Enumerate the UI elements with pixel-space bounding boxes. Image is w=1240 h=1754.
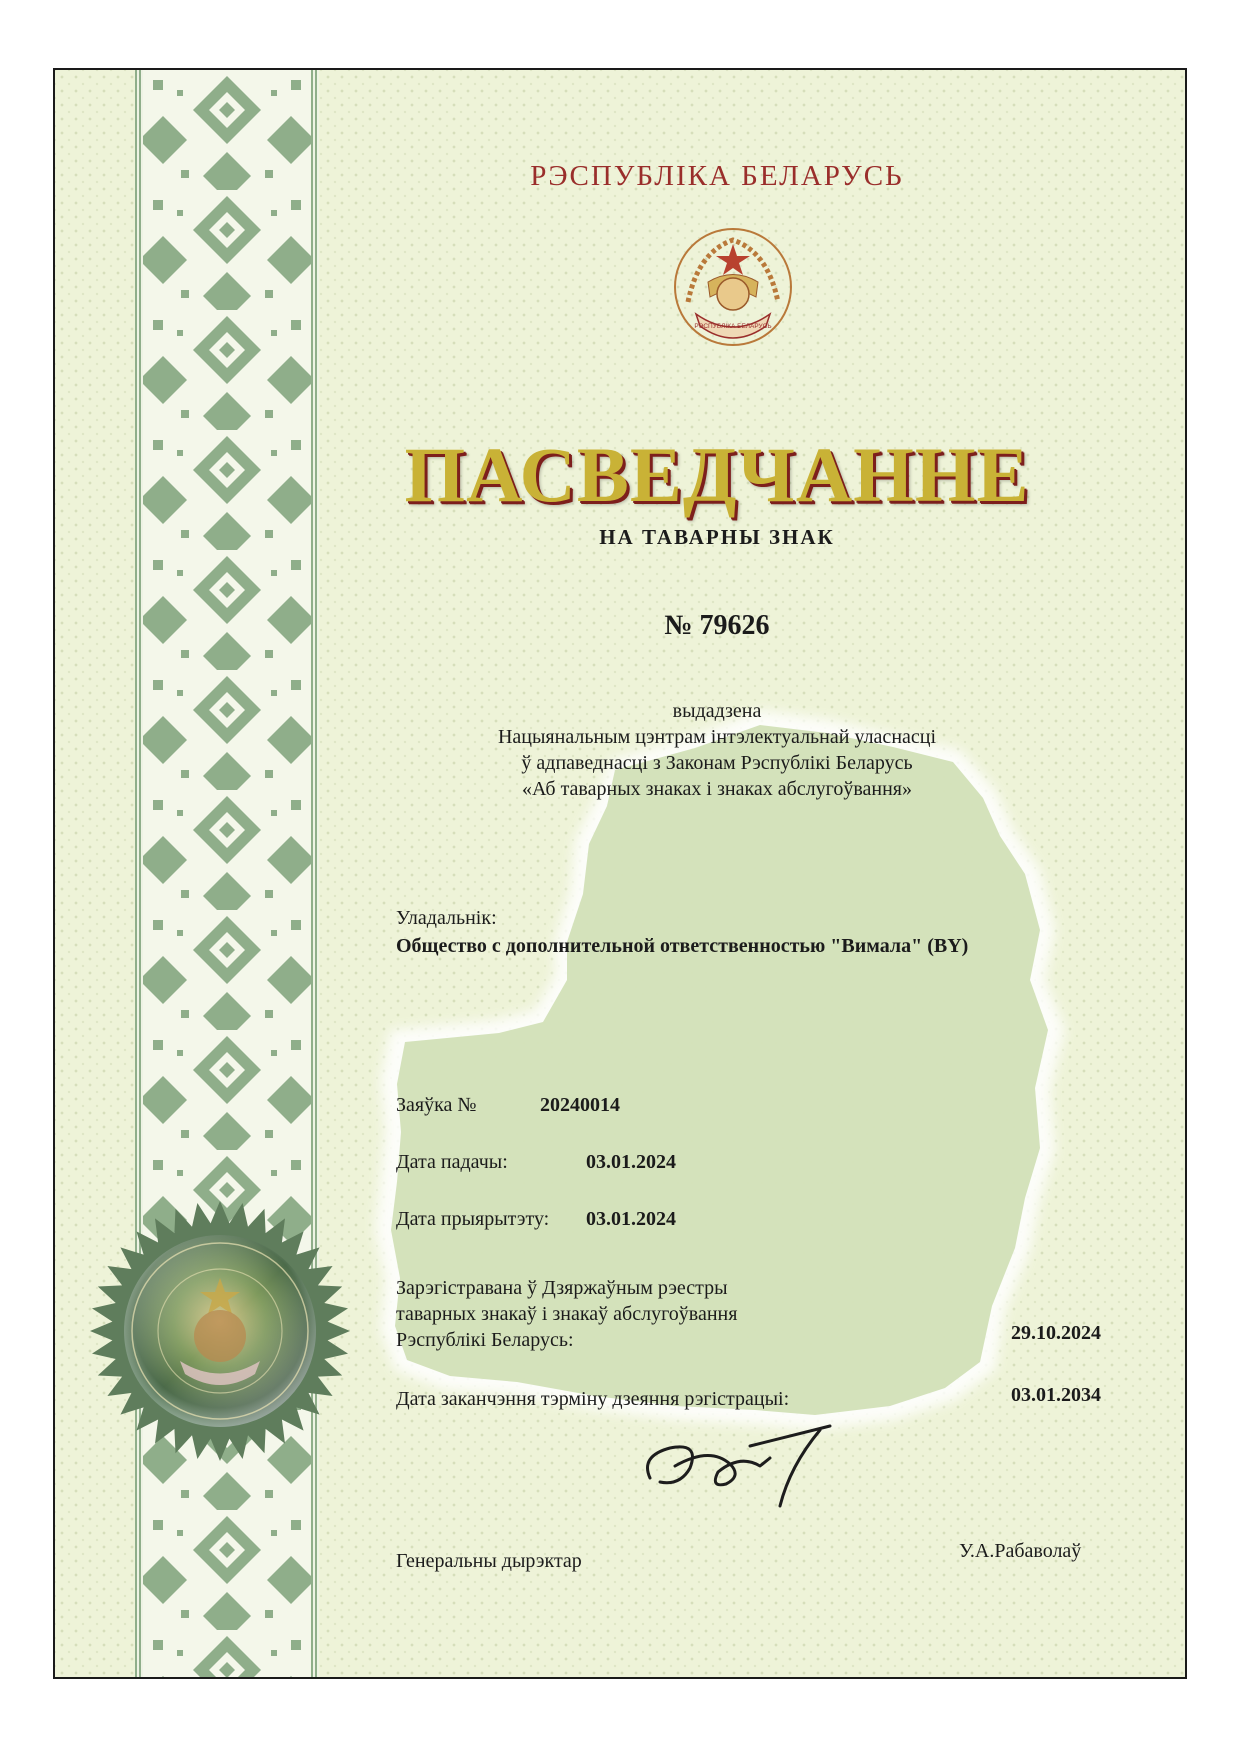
priority-date-label: Дата прыярытэту: [396, 1208, 550, 1230]
owner-name: Общество с дополнительной ответственностью "Вимала" (BY) [396, 935, 969, 957]
application-label: Заяўка № [396, 1094, 477, 1116]
issued-line-2: Нацыянальным цэнтрам інтэлектуальнай уласнасці [497, 726, 937, 748]
registered-line-3: Рэспублікі Беларусь: [396, 1329, 574, 1351]
registration-date-value: 29.10.2024 [1011, 1322, 1101, 1344]
document-title: ПАСВЕДЧАННЕ [404, 431, 1030, 518]
registered-line-2: таварных знакаў і знакаў абслугоўвання [396, 1303, 738, 1325]
application-value: 20240014 [540, 1094, 620, 1116]
issued-statement [55, 698, 1187, 802]
document-subtitle: НА ТАВАРНЫ ЗНАК [599, 525, 835, 549]
state-emblem-icon [668, 222, 798, 352]
header-country: РЭСПУБЛІКА БЕЛАРУСЬ [530, 160, 904, 192]
priority-date-value: 03.01.2024 [586, 1208, 676, 1230]
issued-line-3: ў адпаведнасці з Законам Рэспублікі Беларусь [521, 752, 913, 774]
handwritten-signature [630, 1386, 860, 1516]
registered-line-1: Зарэгістравана ў Дзяржаўным рэестры [396, 1277, 728, 1299]
expiry-date-value: 03.01.2034 [1011, 1384, 1101, 1406]
issued-line-4: «Аб таварных знаках і знаках абслугоўвання» [521, 778, 913, 800]
issued-line-1: выдадзена [672, 700, 762, 722]
certificate-sheet [53, 68, 1187, 1679]
filing-date-label: Дата падачы: [396, 1151, 508, 1173]
filing-date-value: 03.01.2024 [586, 1151, 676, 1173]
owner-label: Уладальнік: [396, 907, 497, 929]
signatory-position: Генеральны дырэктар [396, 1550, 582, 1572]
emblem-motto: РЭСПУБЛІКА БЕЛАРУСЬ [694, 323, 772, 330]
expiry-date-label: Дата заканчэння тэрміну дзеяння рэгістрацыі: [396, 1388, 790, 1410]
certificate-number: № 79626 [664, 610, 770, 641]
holographic-seal-icon [85, 1196, 355, 1466]
signatory-name: У.А.Рабаволаў [959, 1540, 1082, 1562]
